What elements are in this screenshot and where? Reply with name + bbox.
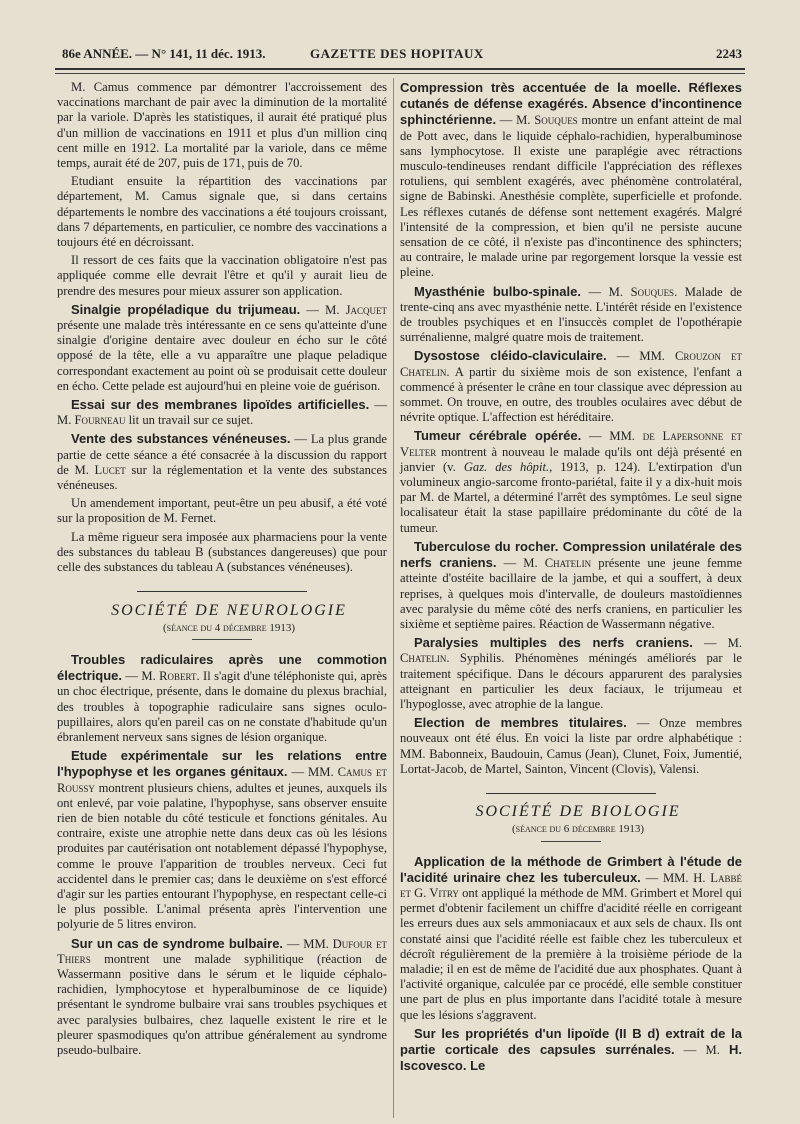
article-heading: Etude expérimentale sur les relations entre l'hypophyse et les organes génitaux. [57, 748, 387, 780]
author-name: Crouzon et Chatelin [400, 349, 743, 379]
article-text: Il s'agit d'une téléphoniste qui, après un choc électrique, présente, dans le domaine du plexus brachial, des troubles à topographie radiculaire sans signes oculo-pupillaires, alors qu'en pareil cas on ne constate d'habitude qu'un ébranlement nerveux sans signes de lésion organique. [57, 669, 388, 744]
article-text: Malade de trente-cinq ans avec myasthénie nette. L'intérêt réside en l'existence de troubles psychiques et en l'insuccès complet de l'opothérapie surrénalienne, malgré quatre mois de traitement. [400, 284, 743, 345]
ornament-divider [400, 785, 742, 800]
article-heading: Dysostose cléido-claviculaire. [414, 348, 607, 364]
paragraph: Etudiant ensuite la répartition des vaccinations par département, M. Camus signale que, si dans certains départements le nombre des vaccinations a été toujours croissant, dans 7 départements, en particulier, ce nombre des vaccinations a toujours été en décroissant. [57, 174, 387, 250]
article-text: La plus grande partie de cette séance a été consacrée à la discussion du rapport de M. [57, 432, 388, 477]
article-heading: Paralysies multiples des nerfs craniens. [414, 635, 693, 651]
paragraph: Il ressort de ces faits que la vaccination obligatoire n'est pas appliquée comme elle devrait l'être et qu'il y aurait lieu de prendre des mesures pour mieux assurer son application. [57, 253, 387, 298]
article-entry: Paralysies multiples des nerfs craniens. — M. Chatelin. Syphilis. Phénomènes méningés améliorés par le traitement spécifique. Dans le décours apparurent des paralysies atteignant en particulier les deux faciaux, le trijumeau et l'hypoglosse, avec atrophie de la langue. [400, 635, 743, 711]
article-entry: Etude expérimentale sur les relations entre l'hypophyse et les organes génitaux. — MM. Camus et Roussy montrent plusieurs chiens, adultes et jeunes, auxquels ils ont enlevé, par voie palatine, l'hypophyse, sans observer ensuite rien de bien notable du côté testicule et fonctions génitales. Au contraire, existe une atrophie nette dans deux cas où les lésions produites par cautérisation ont notablement dépassé l'hypophyse, comme le prouve l'apparition de troubles nerveux. Ceci fut accidentel dans le premier cas; dans le deuxième on s'est efforcé d'agir sur les parties entourant l'hypophyse, en respectant celle-ci le plus possible. L'animal présenta après l'intervention une polyurie de 5 litres environ. [57, 748, 387, 932]
ornament-divider [57, 583, 387, 598]
author-name: Camus et Roussy [57, 765, 387, 795]
article-text: montrent une malade syphilitique (réaction de Wassermann positive dans le sérum et le liquide céphalo-rachidien, lymphocytose et hyperalbuminose de ce liquide) présentant le syndrome bulbaire vrai sans troubles psychiques et avec paralysies bulbaires, chez laquelle existent le rire et le pleurer spasmodiques qu'on attribue généralement au syndrome pseudo-bulbaire. [57, 951, 388, 1057]
article-text: montrent plusieurs chiens, adultes et jeunes, auxquels ils ont enlevé, par voie palatine, l'hypophyse, sans observer ensuite rien de bien notable du côté testicule et fonctions génitales. Au contraire, existe une atrophie nette dans deux cas où les lésions produites par cautérisation ont notablement dépassé l'hypophyse, comme le prouve l'apparition de troubles nerveux. Ceci fut accidentel dans le premier cas; dans le deuxième on s'est efforcé d'agir sur les parties entourant l'hypophyse, en respectant celle-ci le plus possible. L'animal présenta après l'intervention une polyurie de 5 litres environ. [57, 780, 387, 932]
article-text: montre un enfant atteint de mal de Pott avec, dans le liquide céphalo-rachidien, hyperalbuminose sans lymphocytose. Il existe une paraplégie avec rétractions musculo-tendineuses rendant difficile l'appréciation des réflexes rotuliens, qui semblent exagérés, avec phénomène controlatéral, signe de Babinski. Anesthésie complète, superficielle et profonde. Les réflexes cutanés de défense sont nettement exagérés. Malgré l'intensité de la compression, et bien qu'il ne persiste aucune sensation de ce côté, il n'existe pas d'incontinence des sphincters; au contraire, le malade urine par regorgement lorsque la vessie est pleine. [400, 113, 743, 280]
author-name: H. Iscovesco. Le [400, 1041, 742, 1074]
article-heading: Myasthénie bulbo-spinale. [414, 283, 581, 299]
article-entry: Vente des substances vénéneuses. — La plus grande partie de cette séance a été consacrée à la discussion du rapport de M. Lucet sur la réglementation et la vente des substances vénéneuses. [57, 431, 388, 493]
author-name: Souques [534, 113, 578, 128]
article-entry: Dysostose cléido-claviculaire. — MM. Crouzon et Chatelin. A partir du sixième mois de son existence, l'enfant a commencé à présenter le crâne en tour classique avec dépression au sommet. On trouve, en outre, des troubles oculaires avec début de névrite optique. L'affection est héréditaire. [400, 348, 743, 425]
article-text: présente une malade très intéressante en ce sens qu'atteinte d'une sinalgie d'origine dentaire avec douleur en écho sur le côté opposé de la tête, elle a vu apparaître une plaque peladique correspondant exactement au point où se produisait cette douleur en écho. Cette pelade est aujourd'hui en pleine voie de guérison. [57, 318, 387, 393]
article-entry: Election de membres titulaires. — Onze membres nouveaux ont été élus. En voici la liste par ordre alphabétique : MM. Babonneix, Baudouin, Camus (Jean), Clunet, Foix, Jumentié, Lortat-Jacob, de Martel, Sainton, Vincent (Clovis), Valensi. [400, 715, 743, 776]
author-name: Robert [159, 669, 197, 684]
article-text: lit un travail sur ce sujet. [128, 413, 254, 428]
article-heading: Tuberculose du rocher. Compression unilatérale des nerfs craniens. [400, 538, 742, 571]
citation: Gaz. des hôpit. [463, 459, 550, 474]
journal-title: GAZETTE DES HOPITAUX [310, 46, 484, 61]
article-entry: Sinalgie propéladique du trijumeau. — M. Jacquet présente une malade très intéressante en ce sens qu'atteinte d'une sinalgie d'origine dentaire avec douleur en écho sur le côté opposé de la tête, elle a vu apparaître une plaque peladique correspondant exactement au point où se produisait cette douleur en écho. Cette pelade est aujourd'hui en pleine voie de guérison. [57, 301, 388, 393]
short-rule [192, 639, 252, 640]
article-entry: Troubles radiculaires après une commotion électrique. — M. Robert. Il s'agit d'une téléphoniste qui, après un choc électrique, présente, dans le domaine du plexus brachial, des troubles à topographie radiculaire sans signes oculo-pupillaires, alors qu'en pareil cas on ne constate d'habitude qu'un ébranlement nerveux sans signes de lésion organique. [57, 651, 388, 744]
article-heading: Compression très accentuée de la moelle. Réflexes cutanés de défense exagérés. Absence d'incontinence sphinctérienne. [400, 80, 742, 128]
article-entry: Tumeur cérébrale opérée. — MM. de Lapersonne et Velter montrent à nouveau le malade qu'ils ont déjà présenté en janvier (v. Gaz. des hôpit., 1913, p. 124). L'extirpation d'un volumineux angio-sarcome fronto-pariétal, faite il y a dix-huit mois par M. de Martel, a déterminé l'arrêt des symptômes. Le seul signe localisateur était la stase papillaire prédominante du côté de la tumeur. [400, 428, 742, 535]
article-text: sur la réglementation et la vente des substances vénéneuses. [57, 462, 388, 493]
author-name: Souques [630, 284, 675, 299]
article-text: ont appliqué la méthode de MM. Grimbert et Morel qui permet d'obtenir facilement un chiffre d'acidité réelle en corrigeant les erreurs dues aux sels ammoniacaux et aux sels de chaux. Ils ont constaté ainsi que l'acidité réelle est faible chez les tuberculeux et décroît régulièrement de la première à la troisième période de la maladie; il en est de même de l'acidité due aux phosphates. Quant à l'activité organique, calculée par ce procédé, elle semble constituer une part de plus en plus importante dans l'acidité totale à mesure que les lésions s'aggravent. [400, 885, 743, 1022]
page-number: 2243 [716, 46, 742, 61]
article-heading: Vente des substances vénéneuses. [71, 431, 291, 447]
article-text: , 1913, p. 124). L'extirpation d'un volumineux angio-sarcome fronto-pariétal, faite il y a dix-huit mois par M. de Martel, a déterminé l'arrêt des symptômes. Le seul signe localisateur était la stase papillaire prédominante du côté de la tumeur. [400, 459, 742, 535]
paragraph: Un amendement important, peut-être un peu abusif, a été voté sur la proposition de M. Fernet. [57, 496, 387, 526]
issue-info: 86e ANNÉE. — N° 141, 11 déc. 1913. [62, 46, 266, 61]
article-entry: Sur un cas de syndrome bulbaire. — MM. Dufour et Thiers montrent une malade syphilitique (réaction de Wassermann positive dans le sérum et le liquide céphalo-rachidien, lymphocytose et hyperalbuminose de ce liquide) présentant le syndrome bulbaire vrai sans troubles psychiques et avec paralysies bulbaires, chez laquelle existent le rire et le pleurer spasmodiques qu'on attribue généralement au syndrome pseudo-bulbaire. [57, 935, 388, 1057]
author-name: Jacquet [345, 302, 388, 317]
header-rule-thin [55, 73, 745, 74]
paragraph: La même rigueur sera imposée aux pharmaciens pour la vente des substances du tableau B (substances dangereuses) que pour celle des substances du tableau A (substances vénéneuses). [57, 529, 387, 575]
author-name: Fourneau [74, 413, 126, 428]
article-text: présente une jeune femme atteinte d'ostéite bacillaire de la jambe, et qui a souffert, à deux reprises, à quelques mois d'intervalle, de douleurs mastoïdiennes avec paralysie du même côté des nerfs craniens, en particulier les sixième et septième paires. Réaction de Wassermann négative. [400, 556, 742, 631]
author-name: Dufour et Thiers [57, 936, 387, 966]
article-heading: Election de membres titulaires. [414, 715, 627, 731]
article-heading: Sinalgie propéladique du trijumeau. [71, 301, 301, 317]
left-column [57, 80, 387, 1061]
article-entry: Essai sur des membranes lipoïdes artificielles. — M. Fourneau lit un travail sur ce sujet. [57, 397, 387, 428]
column-divider [393, 78, 394, 1118]
article-heading: Essai sur des membranes lipoïdes artificielles. [71, 397, 370, 413]
short-rule [541, 841, 601, 842]
paragraph: M. Camus commence par démontrer l'accroissement des vaccinations marchant de pair avec la diminution de la mortalité par la variole. D'après les statistiques, il aurait été pratiqué plus d'un million de vaccinations en 1911 et plus d'un million cinq cent mille en 1912. La mortalité par la variole, dans ce même temps, aurait été de 207, puis de 171, puis de 70. [57, 80, 387, 171]
article-entry: Sur les propriétés d'un lipoïde (II B d) extrait de la partie corticale des capsules surrénales. — M. H. Iscovesco. Le [400, 1025, 742, 1074]
article-text: montrent à nouveau le malade qu'ils ont déjà présenté en janvier (v. [400, 444, 742, 474]
article-entry: Myasthénie bulbo-spinale. — M. Souques. Malade de trente-cinq ans avec myasthénie nette. L'intérêt réside en l'existence de troubles psychiques et en l'insuccès complet de l'opothérapie surrénalienne, malgré quatre mois de traitement. [400, 283, 743, 345]
author-name: Chatelin [544, 556, 592, 571]
author-name: Lucet [94, 462, 126, 477]
page-header [62, 46, 742, 66]
article-heading: Sur un cas de syndrome bulbaire. [71, 935, 284, 951]
right-column [400, 80, 742, 1077]
author-name: de Lapersonne et Velter [400, 429, 742, 459]
society-title: SOCIÉTÉ DE BIOLOGIE [475, 803, 681, 821]
article-entry: Compression très accentuée de la moelle. Réflexes cutanés de défense exagérés. Absence d'incontinence sphinctérienne. — M. Souques montre un enfant atteint de mal de Pott avec, dans le liquide céphalo-rachidien, hyperalbuminose sans lymphocytose. Il existe une paraplégie avec rétractions musculo-tendineuses rendant difficile l'appréciation des réflexes rotuliens, qui semblent exagérés, avec phénomène controlatéral, signe de Babinski. Anesthésie complète, superficielle et profonde. Les réflexes cutanés de défense sont nettement exagérés. Malgré l'intensité de la compression, et bien qu'il ne persiste aucune sensation de ce côté, il n'existe pas d'incontinence des sphincters; au contraire, le malade urine par regorgement lorsque la vessie est pleine. [400, 80, 743, 280]
article-text: A partir du sixième mois de son existence, l'enfant a commencé à présenter le crâne en tour classique avec dépression au sommet. On trouve, en outre, des troubles oculaires avec début de névrite optique. L'affection est héréditaire. [400, 364, 742, 425]
author-name: H. Labbé et G. Vitry [400, 870, 742, 900]
article-heading: Application de la méthode de Grimbert à l'étude de l'acidité urinaire chez les tuberculeux. [400, 853, 742, 885]
article-entry: Application de la méthode de Grimbert à l'étude de l'acidité urinaire chez les tuberculeux. — MM. H. Labbé et G. Vitry ont appliqué la méthode de MM. Grimbert et Morel qui permet d'obtenir facilement un chiffre d'acidité réelle en corrigeant les erreurs dues aux sels ammoniacaux et aux sels de chaux. Ils ont constaté ainsi que l'acidité réelle est faible chez les tuberculeux et décroît régulièrement de la première à la troisième période de la maladie; il en est de même de l'acidité due aux phosphates. Quant à l'activité organique, calculée par ce procédé, elle semble constituer une part de plus en plus importante dans l'acidité totale à mesure que les lésions s'aggravent. [400, 853, 743, 1022]
article-entry: Tuberculose du rocher. Compression unilatérale des nerfs craniens. — M. Chatelin présente une jeune femme atteinte d'ostéite bacillaire de la jambe, et qui a souffert, à deux reprises, à quelques mois d'intervalle, de douleurs mastoïdiennes avec paralysie du même côté des nerfs craniens, en particulier les sixième et septième paires. Réaction de Wassermann négative. [400, 538, 742, 631]
article-text: Onze membres nouveaux ont été élus. En voici la liste par ordre alphabétique : MM. Babonneix, Baudouin, Camus (Jean), Clunet, Foix, Jumentié, Lortat-Jacob, de Martel, Sainton, Vincent (Clovis), Valensi. [400, 716, 743, 776]
session-date: (séance du 4 décembre 1913) [162, 621, 296, 634]
header-rule [55, 68, 745, 70]
article-heading: Tumeur cérébrale opérée. [414, 428, 582, 444]
article-text: Syphilis. Phénomènes méningés améliorés par le traitement spécifique. Dans le décours apparurent des paralysies atteignant en particulier les deux faciaux, le trijumeau et l'hypoglosse, avec atrophie de la langue. [400, 651, 743, 711]
author-name: Chatelin [400, 651, 447, 666]
session-date: (séance du 6 décembre 1913) [511, 823, 645, 836]
article-heading: Sur les propriétés d'un lipoïde (II B d) extrait de la partie corticale des capsules surrénales. [400, 1025, 742, 1057]
article-heading: Troubles radiculaires après une commotion électrique. [57, 651, 387, 684]
society-title: SOCIÉTÉ DE NEUROLOGIE [111, 601, 347, 619]
